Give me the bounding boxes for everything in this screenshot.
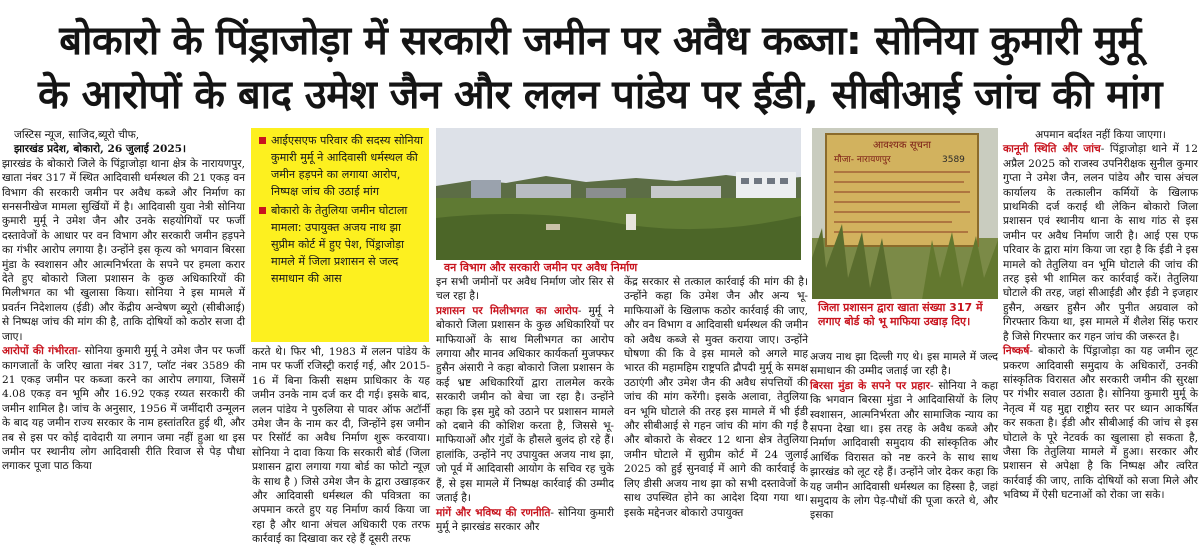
highlight-box bbox=[251, 128, 429, 342]
article-column-3 bbox=[436, 275, 808, 536]
article-column-1 bbox=[2, 128, 245, 536]
paragraph-construction: इन सभी जमीनों पर अवैध निर्माण जोर सिर से चल रहा है। bbox=[436, 276, 614, 303]
paragraph-lead: अपमान बर्दाश्त नहीं किया जाएगा। bbox=[1035, 129, 1166, 141]
article-column-2 bbox=[252, 345, 430, 546]
article-column-4 bbox=[810, 350, 998, 536]
article-column-3b bbox=[624, 275, 808, 536]
paragraph-demands-continued: केंद्र सरकार से तत्काल कार्रवाई की मांग की है। उन्होंने कहा कि उमेश जैन और अन्य भू-माफियाओं के खिलाफ कठोर कार्रवाई की जाए, और वन विभाग व आदिवासी धर्मस्थल की जमीन को अवैध कब्जे से मुक्त कराया जाए। उन्होंने घोषणा की कि वे इस मामले को अगले माह भारत की महामहिम राष्ट्रपति द्रौपदी मुर्मू के समक्ष उठाएंगी और उमेश जैन की अवैध संपत्तियों की जांच की मांग करेंगी। इसके अलावा, तेतुलिया वन भूमि घोटाले की तरह इस मामले में भी ईडी और सीबीआई से गहन जांच की मांग की गई है और बोकारो के सेक्टर 12 थाना क्षेत्र तेतुलिया जमीन घोटाले में सुप्रीम कोर्ट में 24 जुलाई 2025 को हुई सुनवाई में आगे की कार्रवाई के लिए डीसी अजय नाथ झा को सभी दस्तावेजों के साथ उपस्थित होने का आदेश दिया गया था। इसके मद्देनजर बोकारो उपायुक्त bbox=[624, 276, 808, 519]
board-title: आवश्यक सूचना bbox=[873, 140, 931, 151]
paragraph-allegations: - सोनिया कुमारी मुर्मू ने उमेश जैन पर फर्जी कागजातों के जरिए खाता नंबर 317, प्लॉट नंबर 3589 की 21 एकड़ जमीन पर कब्जा करने का आरोप लगाया, जिसमें 4.08 एकड़ वन भूमि और 16.92 एकड़ रय्यत सरकारी की जमीन शामिल है। जांच के अनुसार, 1956 में जमींदारी उन्मूलन के बाद यह जमीन राज्य सरकार के नाम हस्तांतरित हुई थी, और तब से इस पर कोई दावेदारी या लगान जमा नहीं हुआ था इस जमीन पर स्थानीय लोग आदिवासी रीति रिवाज से पेड़ पौधा लगाकर पूजा पाठ किया bbox=[2, 345, 245, 473]
photo-caption: जिला प्रशासन द्वारा खाता संख्या 317 में लगाए बोर्ड को भू माफिया उखाड़ दिए। bbox=[812, 299, 998, 349]
construction-photo bbox=[436, 128, 801, 260]
byline-line-2: झारखंड प्रदेश, बोकारो, 26 जुलाई 2025। bbox=[14, 143, 187, 156]
paragraph-demands: - सोनिया कुमारी मुर्मू ने झारखंड सरकार और bbox=[436, 506, 614, 533]
notice-board-image bbox=[812, 128, 998, 300]
paragraph-continuation: करते थे। फिर भी, 1983 में ललन पांडेय के नाम पर फर्जी रजिस्ट्री कराई गई, और 2015-16 में बिना किसी सक्षम प्राधिकार के यह जमीन उनके नाम दर्ज कर दी गई। इसके बाद, ललन पांडेय ने पुरुलिया से पावर ऑफ अटॉर्नी उमेश जैन के नाम कर दी, जिन्होंने इस जमीन पर रिसॉर्ट का अवैध निर्माण शुरू करवाया। सोनिया ने दावा किया कि सरकारी बोर्ड (जिला प्रशासन द्वारा लगाया गया बोर्ड का फोटो न्यूज़ के साथ है ) जिसे उमेश जैन के द्वारा उखाड़कर और आदिवासी धर्मस्थल की पवित्रता का अपमान करते हुए यह निर्माण कार्य किया जा रहा है और थाना अंचल अधिकारी एक तरफ कार्रवाई का दिखावा कर रहे हैं दूसरी तरफ bbox=[252, 346, 430, 546]
subhead-allegations: आरोपों की गंभीरता bbox=[2, 345, 78, 358]
paragraph-collusion: - मुर्मू ने बोकारो जिला प्रशासन के कुछ अधिकारियों पर माफियाओं के साथ मिलीभगत का आरोप लगाया और मानव अधिकार कार्यकर्ता मुजफ्फर हुसैन अंसारी ने कहा बोकारो जिला प्रशासन के कई भ्रष्ट अधिकारियों द्वारा तालमेल करके सरकारी जमीन को बेचा जा रहा है। उन्होंने कहा कि इस मुद्दे को उठाने पर प्रशासन मामले को दबाने की कोशिश करता है, जिससे भू-माफियाओं और गुंडों के हौसले बुलंद हो रहे हैं। हालांकि, उन्होंने नए उपायुक्त अजय नाथ झा, जो पूर्व में आदिवासी आयोग के सचिव रह चुके हैं, से इस मामले में निष्पक्ष कार्रवाई की उम्मीद जताई है। bbox=[436, 304, 614, 505]
article-column-3a bbox=[436, 275, 614, 536]
subhead-collusion: प्रशासन पर मिलीभगत का आरोप bbox=[436, 304, 578, 317]
highlight-item: बोकारो के तेतुलिया जमीन घोटाला मामला: उपायुक्त अजय नाथ झा सुप्रीम कोर्ट में हुए पेश, पिंड्राजोड़ा मामले में जिला प्रशासन से जल्द समाधान की आस bbox=[259, 202, 425, 287]
construction-scene-image bbox=[436, 128, 801, 260]
paragraph-legal-status: - पिंड्राजोड़ा थाने में 12 अप्रैल 2025 को राजस्व उपनिरीक्षक सुनील कुमार गुप्ता ने उमेश जैन, ललन पांडेय और चास अंचल कार्यालय के तत्कालीन कर्मियों के खिलाफ प्राथमिकी दर्ज कराई थी लेकिन बोकारो जिला प्रशासन एवं स्थानीय थाना के साथ गांठ से इस जमीन पर अवैध निर्माण जारी है। आई एस एफ परिवार के द्वारा मांग किया जा रहा है कि ईडी ने इस मामले को तेतुलिया वन भूमि घोटाले की जांच की तरह इसे भी शामिल कर कार्रवाई करें। तेतुलिया घोटाले की तरह, जहां सीआईडी और ईडी ने इजहार हुसैन, अख्तर हुसैन और पुनीत अग्रवाल को गिरफ्तार किया था, इस मामले में शैलेश सिंह फरार है जिसे गिरफ्तार कर गहन जांच की जरूरत है। bbox=[1003, 143, 1198, 343]
subhead-birsa-munda: बिरसा मुंडा के सपने पर प्रहार bbox=[810, 379, 931, 392]
subhead-legal-status: कानूनी स्थिति और जांच bbox=[1003, 143, 1101, 156]
highlight-item: आईएसएफ परिवार की सदस्य सोनिया कुमारी मुर्मू ने आदिवासी धर्मस्थल की जमीन हड़पने का लगाया आरोप, निष्पक्ष जांच की उठाई मांग bbox=[259, 132, 425, 200]
board-village: मौजा- नारायणपुर bbox=[834, 155, 891, 165]
subhead-demands: मांगें और भविष्य की रणनीति bbox=[436, 506, 551, 519]
byline-line-1: जस्टिस न्यूज, साजिद,ब्यूरो चीफ, bbox=[14, 129, 140, 141]
headline-line-2: के आरोपों के बाद उमेश जैन और ललन पांडेय पर ईडी, सीबीआई जांच की मांग bbox=[38, 72, 1162, 118]
subhead-conclusion: निष्कर्ष bbox=[1003, 345, 1030, 358]
headline-line-1: बोकारो के पिंड्राजोड़ा में सरकारी जमीन पर अवैध कब्जा: सोनिया कुमारी मुर्मू bbox=[59, 18, 1141, 64]
paragraph-conclusion: - बोकारो के पिंड्राजोड़ा का यह जमीन लूट प्रकरण आदिवासी समुदाय के अधिकारों, उनकी सांस्कृतिक विरासत और सरकारी जमीन की सुरक्षा पर गंभीर सवाल उठाता है। सोनिया कुमारी मुर्मू के नेतृत्व में यह मुद्दा राष्ट्रीय स्तर पर ध्यान आकर्षित कर सकता है। ईडी और सीबीआई की जांच से इस घोटाले के पूरे नेटवर्क का खुलासा हो सकता है, जैसा कि तेतुलिया मामले में हुआ। सरकार और प्रशासन से अपेक्षा है कि निष्पक्ष और त्वरित कार्रवाई की जाए, ताकि दोषियों को सजा मिले और भविष्य में ऐसी घटनाओं को रोका जा सके। bbox=[1003, 345, 1198, 502]
headline bbox=[0, 0, 1200, 128]
photo-caption: वन विभाग और सरकारी जमीन पर अवैध निर्माण bbox=[436, 260, 801, 278]
paragraph-birsa-munda: - सोनिया ने कहा कि भगवान बिरसा मुंडा ने आदिवासियों के लिए स्वशासन, आत्मनिर्भरता और सामाजिक न्याय का सपना देखा था। इस तरह के अवैध कब्जे और निर्माण आदिवासी समुदाय की सांस्कृतिक और आर्थिक विरासत को नष्ट करने के साथ साथ झारखंड को लूट रहे हैं। उन्होंने जोर देकर कहा कि यह जमीन आदिवासी धर्मस्थल का हिस्सा है, जहां समुदाय के लोग पेड़-पौधों की पूजा करते थे, और इसका bbox=[810, 379, 999, 522]
paragraph-resolution: अजय नाथ झा दिल्ली गए थे। इस मामले में जल्द समाधान की उम्मीद जताई जा रही है। bbox=[810, 351, 998, 378]
board-plot-number: 3589 bbox=[942, 155, 965, 165]
paragraph-intro: झारखंड के बोकारो जिले के पिंड्राजोड़ा थाना क्षेत्र के नारायणपुर, खाता नंबर 317 में स्थित आदिवासी धर्मस्थल की 21 एकड़ वन विभाग की सरकारी जमीन पर अवैध कब्जे और निर्माण का सनसनीखेज मामला सुर्खियों में है। आदिवासी युवा नेत्री सोनिया कुमारी मुर्मू ने उमेश जैन और उनके सहयोगियों पर फर्जी दस्तावेजों के आधार पर वन विभाग और सरकारी जमीन हड़पने का गंभीर आरोप लगाया है। उन्होंने इस कृत्य को भगवान बिरसा मुंडा के स्वशासन और आत्मनिर्भरता के सपने पर हमला करार देते हुए बोकारो जिला प्रशासन के कुछ अधिकारियों की मिलीभगत का भी खुलासा किया। सोनिया ने इस मामले में प्रवर्तन निदेशालय (ईडी) और केंद्रीय अन्वेषण ब्यूरो (सीबीआई) से निष्पक्ष जांच की मांग की है, ताकि दोषियों को कठोर सजा दी जाए। bbox=[2, 157, 245, 343]
article-column-5 bbox=[1003, 128, 1198, 536]
notice-board-photo bbox=[812, 128, 998, 300]
